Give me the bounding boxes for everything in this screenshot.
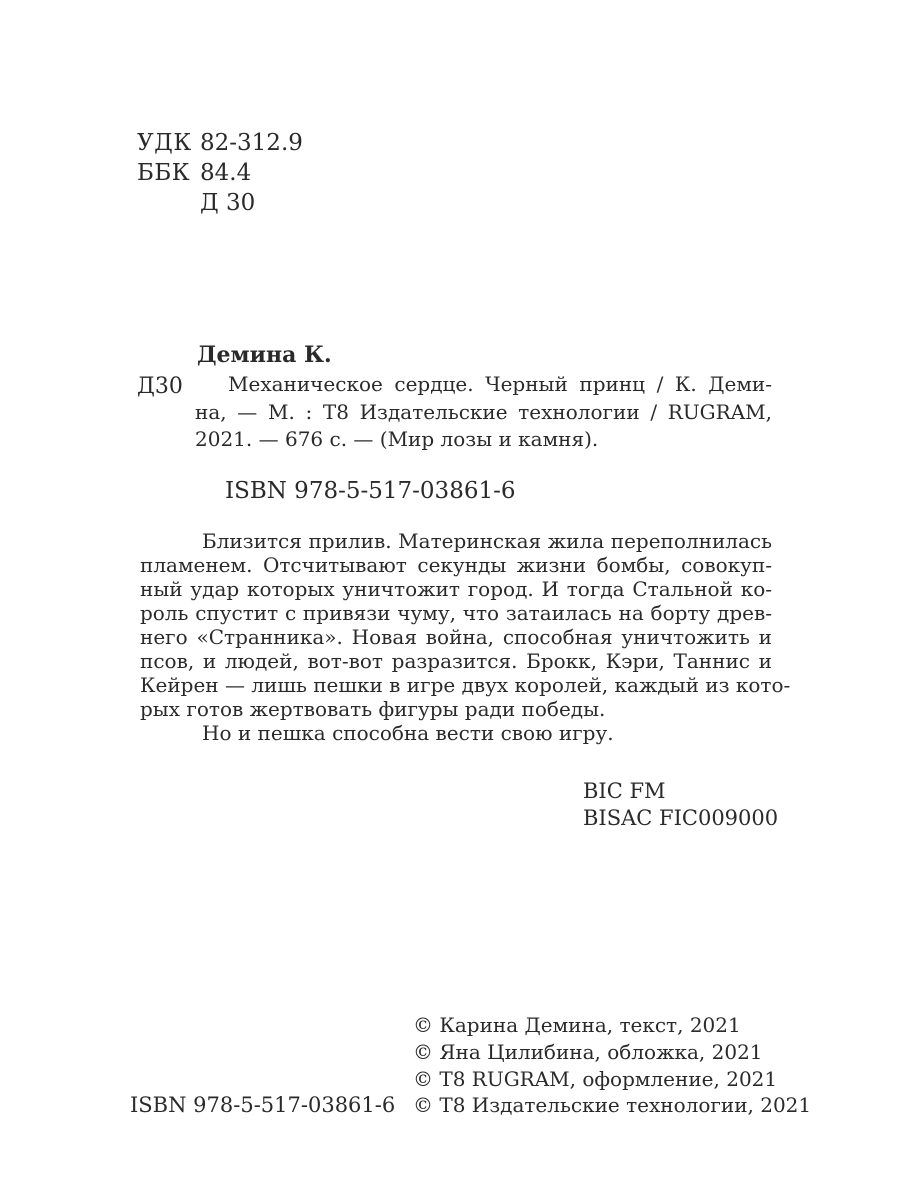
copyright-line-text: © Карина Демина, текст, 2021 <box>413 1013 741 1037</box>
isbn-number-bottom: ISBN 978-5-517-03861-6 <box>130 1093 396 1117</box>
author-sign-row <box>137 188 303 218</box>
copyright-line-design: © Т8 RUGRAM, оформление, 2021 <box>413 1066 778 1091</box>
catalog-entry-code: Д30 <box>137 374 183 399</box>
author-heading: Демина К. <box>197 342 332 368</box>
catalog-line: 2021. — 676 с. — (Мир лозы и камня). <box>195 427 599 451</box>
author-sign-label <box>137 188 200 218</box>
udk-label: УДК <box>137 130 192 156</box>
catalog-line: на, — М. : Т8 Издательские технологии / RUGRAM, <box>195 399 772 424</box>
author-sign-value: Д 30 <box>200 190 256 216</box>
bic-code: BIC FM <box>583 779 666 803</box>
udk-value: 82-312.9 <box>200 130 303 156</box>
classification-codes-block <box>583 778 778 832</box>
bibliographic-codes-block <box>137 128 303 218</box>
copyright-line-publisher: © Т8 Издательские технологии, 2021 <box>413 1093 812 1118</box>
annotation-line: ный удар которых уничтожит город. И тогда Стальной ко- <box>140 577 772 601</box>
annotation-line: рых готов жертвовать фигуры ради победы. <box>140 697 606 721</box>
catalog-entry-text <box>195 371 772 454</box>
copyright-line-cover: © Яна Цилибина, обложка, 2021 <box>413 1039 763 1064</box>
bisac-code: BISAC FIC009000 <box>583 806 779 830</box>
udk-row <box>137 128 303 158</box>
annotation-line: него «Странника». Новая война, способная уничтожить и <box>140 625 772 649</box>
annotation-line: псов, и людей, вот-вот разразится. Брокк, Кэри, Таннис и <box>140 649 772 673</box>
isbn-number: ISBN 978-5-517-03861-6 <box>225 478 516 504</box>
annotation-line: роль спустит с привязи чуму, что затаилась на борту древ- <box>140 601 772 625</box>
bbk-value: 84.4 <box>200 160 252 186</box>
annotation-block <box>140 529 791 745</box>
annotation-line: пламенем. Отсчитывают секунды жизни бомбы, совокуп- <box>140 553 772 577</box>
catalog-line: Механическое сердце. Черный принц / К. Деми- <box>228 372 772 396</box>
annotation-line: Кейрен — лишь пешки в игре двух королей, каждый из кото- <box>140 673 791 697</box>
annotation-closing-line: Но и пешка способна вести свою игру. <box>202 721 614 745</box>
bbk-row <box>137 158 303 188</box>
bbk-label: ББК <box>137 160 191 186</box>
annotation-line: Близится прилив. Материнская жила переполнилась <box>202 529 772 553</box>
copyright-block <box>413 1012 811 1119</box>
